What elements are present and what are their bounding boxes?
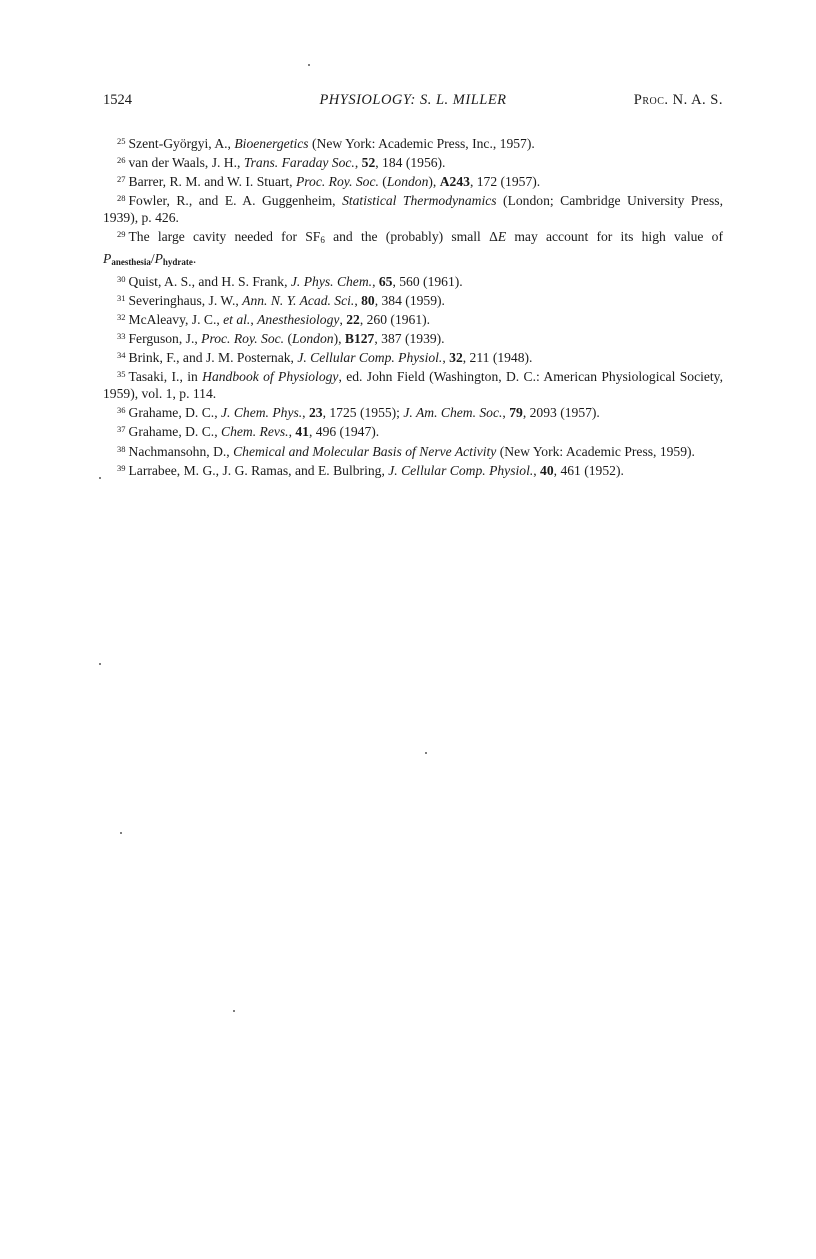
reference-number: 33	[117, 330, 126, 341]
reference-39: $^{39}$ Larrabee, M. G., J. G. Ramas, and E. Bulbring, J. Cellular Comp. Physiol., 40, 461 (1952).	[117, 462, 624, 478]
reference-30: $^{30}$ Quist, A. S., and H. S. Frank, J. Phys. Chem., 65, 560 (1961).	[117, 273, 463, 289]
reference-26: $^{26}$ van der Waals, J. H., Trans. Faraday Soc., 52, 184 (1956).	[117, 155, 446, 171]
reference-35: $^{35}$ Tasaki, I., in Handbook of Physiology, ed. John Field (Washington, D. C.: American Physiological Society, 1959), vol. 1, p. 114.	[103, 369, 723, 402]
reference-number: 30	[117, 273, 126, 284]
reference-number: 38	[117, 443, 126, 454]
reference-36: $^{36}$ Grahame, D. C., J. Chem. Phys., 23, 1725 (1955); J. Am. Chem. Soc., 79, 2093 (1957).	[117, 405, 600, 421]
reference-number: 36	[117, 405, 126, 416]
running-title: PHYSIOLOGY: S. L. MILLER	[319, 92, 507, 108]
scan-speck	[99, 477, 101, 479]
reference-number: 39	[117, 462, 126, 473]
reference-38: $^{38}$ Nachmansohn, D., Chemical and Molecular Basis of Nerve Activity (New York: Academic Press, 1959).	[117, 443, 695, 459]
reference-27: $^{27}$ Barrer, R. M. and W. I. Stuart, Proc. Roy. Soc. (London), A243, 172 (1957).	[117, 174, 541, 190]
scan-speck	[233, 1010, 235, 1012]
reference-number: 25	[117, 136, 126, 146]
reference-number: 37	[117, 424, 126, 435]
reference-number: 26	[117, 155, 126, 166]
reference-31: $^{31}$ Severinghaus, J. W., Ann. N. Y. Acad. Sci., 80, 384 (1959).	[117, 292, 445, 308]
reference-number: 35	[117, 369, 126, 380]
reference-number: 29	[117, 229, 126, 240]
reference-number: 32	[117, 311, 126, 322]
page-number: 1524	[103, 92, 132, 108]
journal-abbreviation: Proc. N. A. S.	[633, 92, 723, 108]
reference-25: $^{25}$ Szent-Györgyi, A., Bioenergetics (New York: Academic Press, Inc., 1957).	[117, 136, 535, 151]
reference-29: $^{29}$ The large cavity needed for $SF_6$ and the (probably) small ΔE may account for its high value of Panesthesia/Phydrate.	[103, 229, 723, 267]
reference-33: $^{33}$ Ferguson, J., Proc. Roy. Soc. (London), B127, 387 (1939).	[117, 330, 445, 346]
reference-28: $^{28}$ Fowler, R., and E. A. Guggenheim, Statistical Thermodynamics (London; Cambridge University Press, 1939), p. 426.	[103, 193, 723, 226]
scan-speck	[308, 64, 310, 66]
reference-number: 27	[117, 174, 126, 185]
reference-list	[103, 133, 723, 479]
reference-number: 31	[117, 292, 126, 303]
scan-speck	[120, 832, 122, 834]
running-header	[103, 92, 723, 110]
scan-speck	[425, 752, 427, 754]
reference-number: 34	[117, 350, 126, 361]
reference-37: $^{37}$ Grahame, D. C., Chem. Revs., 41, 496 (1947).	[117, 424, 380, 440]
reference-number: 28	[117, 193, 126, 204]
scan-speck	[99, 663, 101, 665]
reference-34: $^{34}$ Brink, F., and J. M. Posternak, J. Cellular Comp. Physiol., 32, 211 (1948).	[117, 350, 533, 366]
reference-32: $^{32}$ McAleavy, J. C., et al., Anesthesiology, 22, 260 (1961).	[117, 311, 431, 327]
